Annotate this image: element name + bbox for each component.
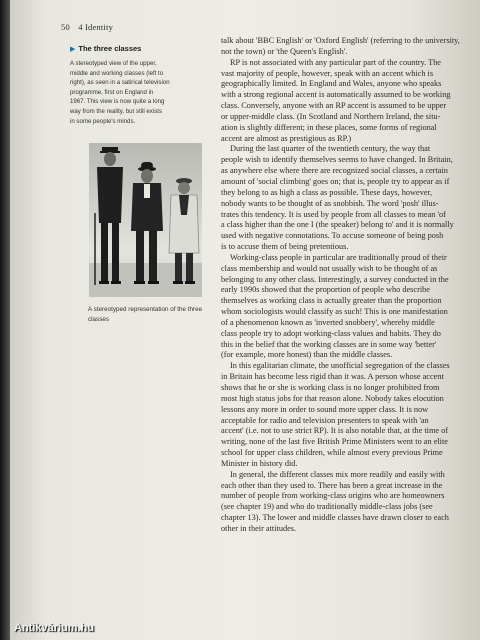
body-text-line: number of people from working-class origins who are homeowners — [221, 491, 445, 501]
watermark: Antikvárium.hu — [14, 622, 95, 634]
body-text-line: lessons any more in order to sound more upper class. It is now — [221, 404, 429, 414]
sidebar-line: middle and working classes (left to — [70, 69, 164, 77]
book-spine-shadow — [0, 0, 10, 640]
book-page — [10, 0, 480, 640]
photo-caption: A stereotyped representation of the three classes — [88, 306, 203, 323]
body-text-line: talk about 'BBC English' or 'Oxford English' (referring to the university, — [221, 36, 460, 45]
body-text-line: class. Conversely, anyone with an RP accent is assumed to be upper — [221, 101, 447, 111]
body-text-line: whom sociologists would classify as such! This is one manifestation — [221, 307, 448, 317]
running-head — [61, 22, 113, 32]
sidebar-line: A stereotyped view of the upper, — [70, 60, 157, 67]
body-text-line: In general, the different classes mix more readily and easily with — [230, 469, 445, 479]
body-text-line: trates this tendency. It is used by people from all classes to mean 'of — [221, 209, 446, 219]
main-text-column — [221, 36, 480, 535]
body-text-line: writing, none of the last five British Prime Ministers went to an elite — [221, 437, 448, 447]
body-text-line: themselves as working class is actually greater than the proportion — [221, 296, 442, 306]
body-text-line: (see chapter 19) and who do traditionally middle-class jobs (see — [221, 502, 433, 512]
sidebar-title-text: The three classes — [78, 44, 142, 53]
body-text-line: each other than they used to. There has been a great increase in the — [221, 480, 443, 490]
body-text-line: belonging to any other class. Interestingly, a survey conducted in the — [221, 274, 449, 284]
body-text-line: used with negative connotations. To accuse someone of being posh — [221, 231, 444, 241]
body-text-line: Working-class people in particular are traditionally proud of their — [230, 252, 447, 262]
body-text-line: as anywhere else where there are recognized social classes, a certain — [221, 166, 448, 176]
sidebar-line: in some people's minds. — [70, 117, 136, 125]
body-text-line: class membership and would not usually wish to be thought of as — [221, 263, 438, 273]
body-text-line: accent are almost as prestigious as RP.) — [221, 133, 352, 143]
body-text-line: this in the belief that the working classes are in some way 'better' — [221, 339, 437, 349]
body-text-line: school for upper class children, while almost every previous Prime — [221, 448, 443, 458]
body-text-line: chapter 13). The lower and middle classes have drawn closer to each — [221, 513, 449, 523]
sidebar-box — [70, 44, 200, 126]
body-text-line: acceptable for radio and television presenters to speak with 'an — [221, 415, 429, 425]
body-text-line: a class higher than the one I (the speaker) belong to' and it is normally — [221, 220, 454, 230]
body-text-line: in Britain has become less rigid than it was. A person whose accent — [221, 372, 444, 382]
body-text-line: nobody wants to be thought of as snobbish. The word 'posh' illus- — [221, 198, 439, 208]
body-text-line: is to accuse them of being pretentious. — [221, 242, 349, 252]
sidebar-title — [70, 44, 200, 53]
body-text-line: accent' (i.e. not to use strict RP). It is also notable that, at the time of — [221, 426, 449, 436]
body-text-line: other in their attitudes. — [221, 523, 297, 533]
chapter-title: 4 Identity — [78, 22, 114, 32]
body-text-line: shows that he or she is working class is no longer prohibited from — [221, 383, 440, 392]
sidebar-line: programme, first on England in — [70, 88, 154, 96]
body-text-line: or upper-middle class. (In Scotland and Northern Ireland, the situ- — [221, 111, 441, 121]
body-text-line: During the last quarter of the twentieth century, the way that — [230, 144, 431, 154]
body-text-line: with a strong regional accent is automatically assumed to be working — [221, 90, 451, 100]
body-text-line: vast majority of people, however, speak with an accent which is — [221, 68, 434, 78]
body-text-line: they belong to as high a class as possible. These days, however, — [221, 187, 433, 197]
sidebar-line: right), as seen in a satirical television — [70, 79, 170, 87]
body-text-line: ation is slightly different; in these places, some forms of regional — [221, 122, 437, 132]
three-classes-photo — [89, 143, 202, 297]
body-text-line: RP is not associated with any particular part of the country. The — [230, 57, 441, 67]
triangle-bullet-icon: ▶ — [70, 46, 76, 53]
body-text-line: of a phenomenon known as 'inverted snobbery', whereby middle — [221, 317, 435, 327]
body-text-line: people wish to identify themselves seems to have changed. In Britain, — [221, 155, 453, 165]
body-text-line: Minister in history did. — [221, 458, 298, 468]
page-number: 50 — [61, 22, 70, 32]
body-text-line: early 1990s showed that the proportion of people who describe — [221, 285, 430, 295]
sidebar-line: 1967. This view is now quite a long — [70, 98, 165, 106]
body-text-line: In this egalitarian climate, the unofficial segregation of the classes — [230, 361, 450, 371]
sidebar-line: way from the reality, but still exists — [70, 107, 162, 115]
body-text-line: geographically limited. In England and Wales, anyone who speaks — [221, 79, 442, 89]
sidebar-body — [70, 59, 200, 126]
body-text-line: most high status jobs for that reason alone. Nobody takes elocution — [221, 393, 444, 403]
body-text-line: amount of 'social climbing' goes on; that is, people try to appear as if — [221, 176, 450, 186]
photo-figures — [89, 143, 202, 297]
body-text-line: not the town) or 'the Queen's English'. — [221, 46, 348, 56]
body-text-line: (for example, more honest) than the middle classes. — [221, 350, 393, 360]
body-text-line: class people try to adopt working-class values and habits. They do — [221, 328, 441, 338]
